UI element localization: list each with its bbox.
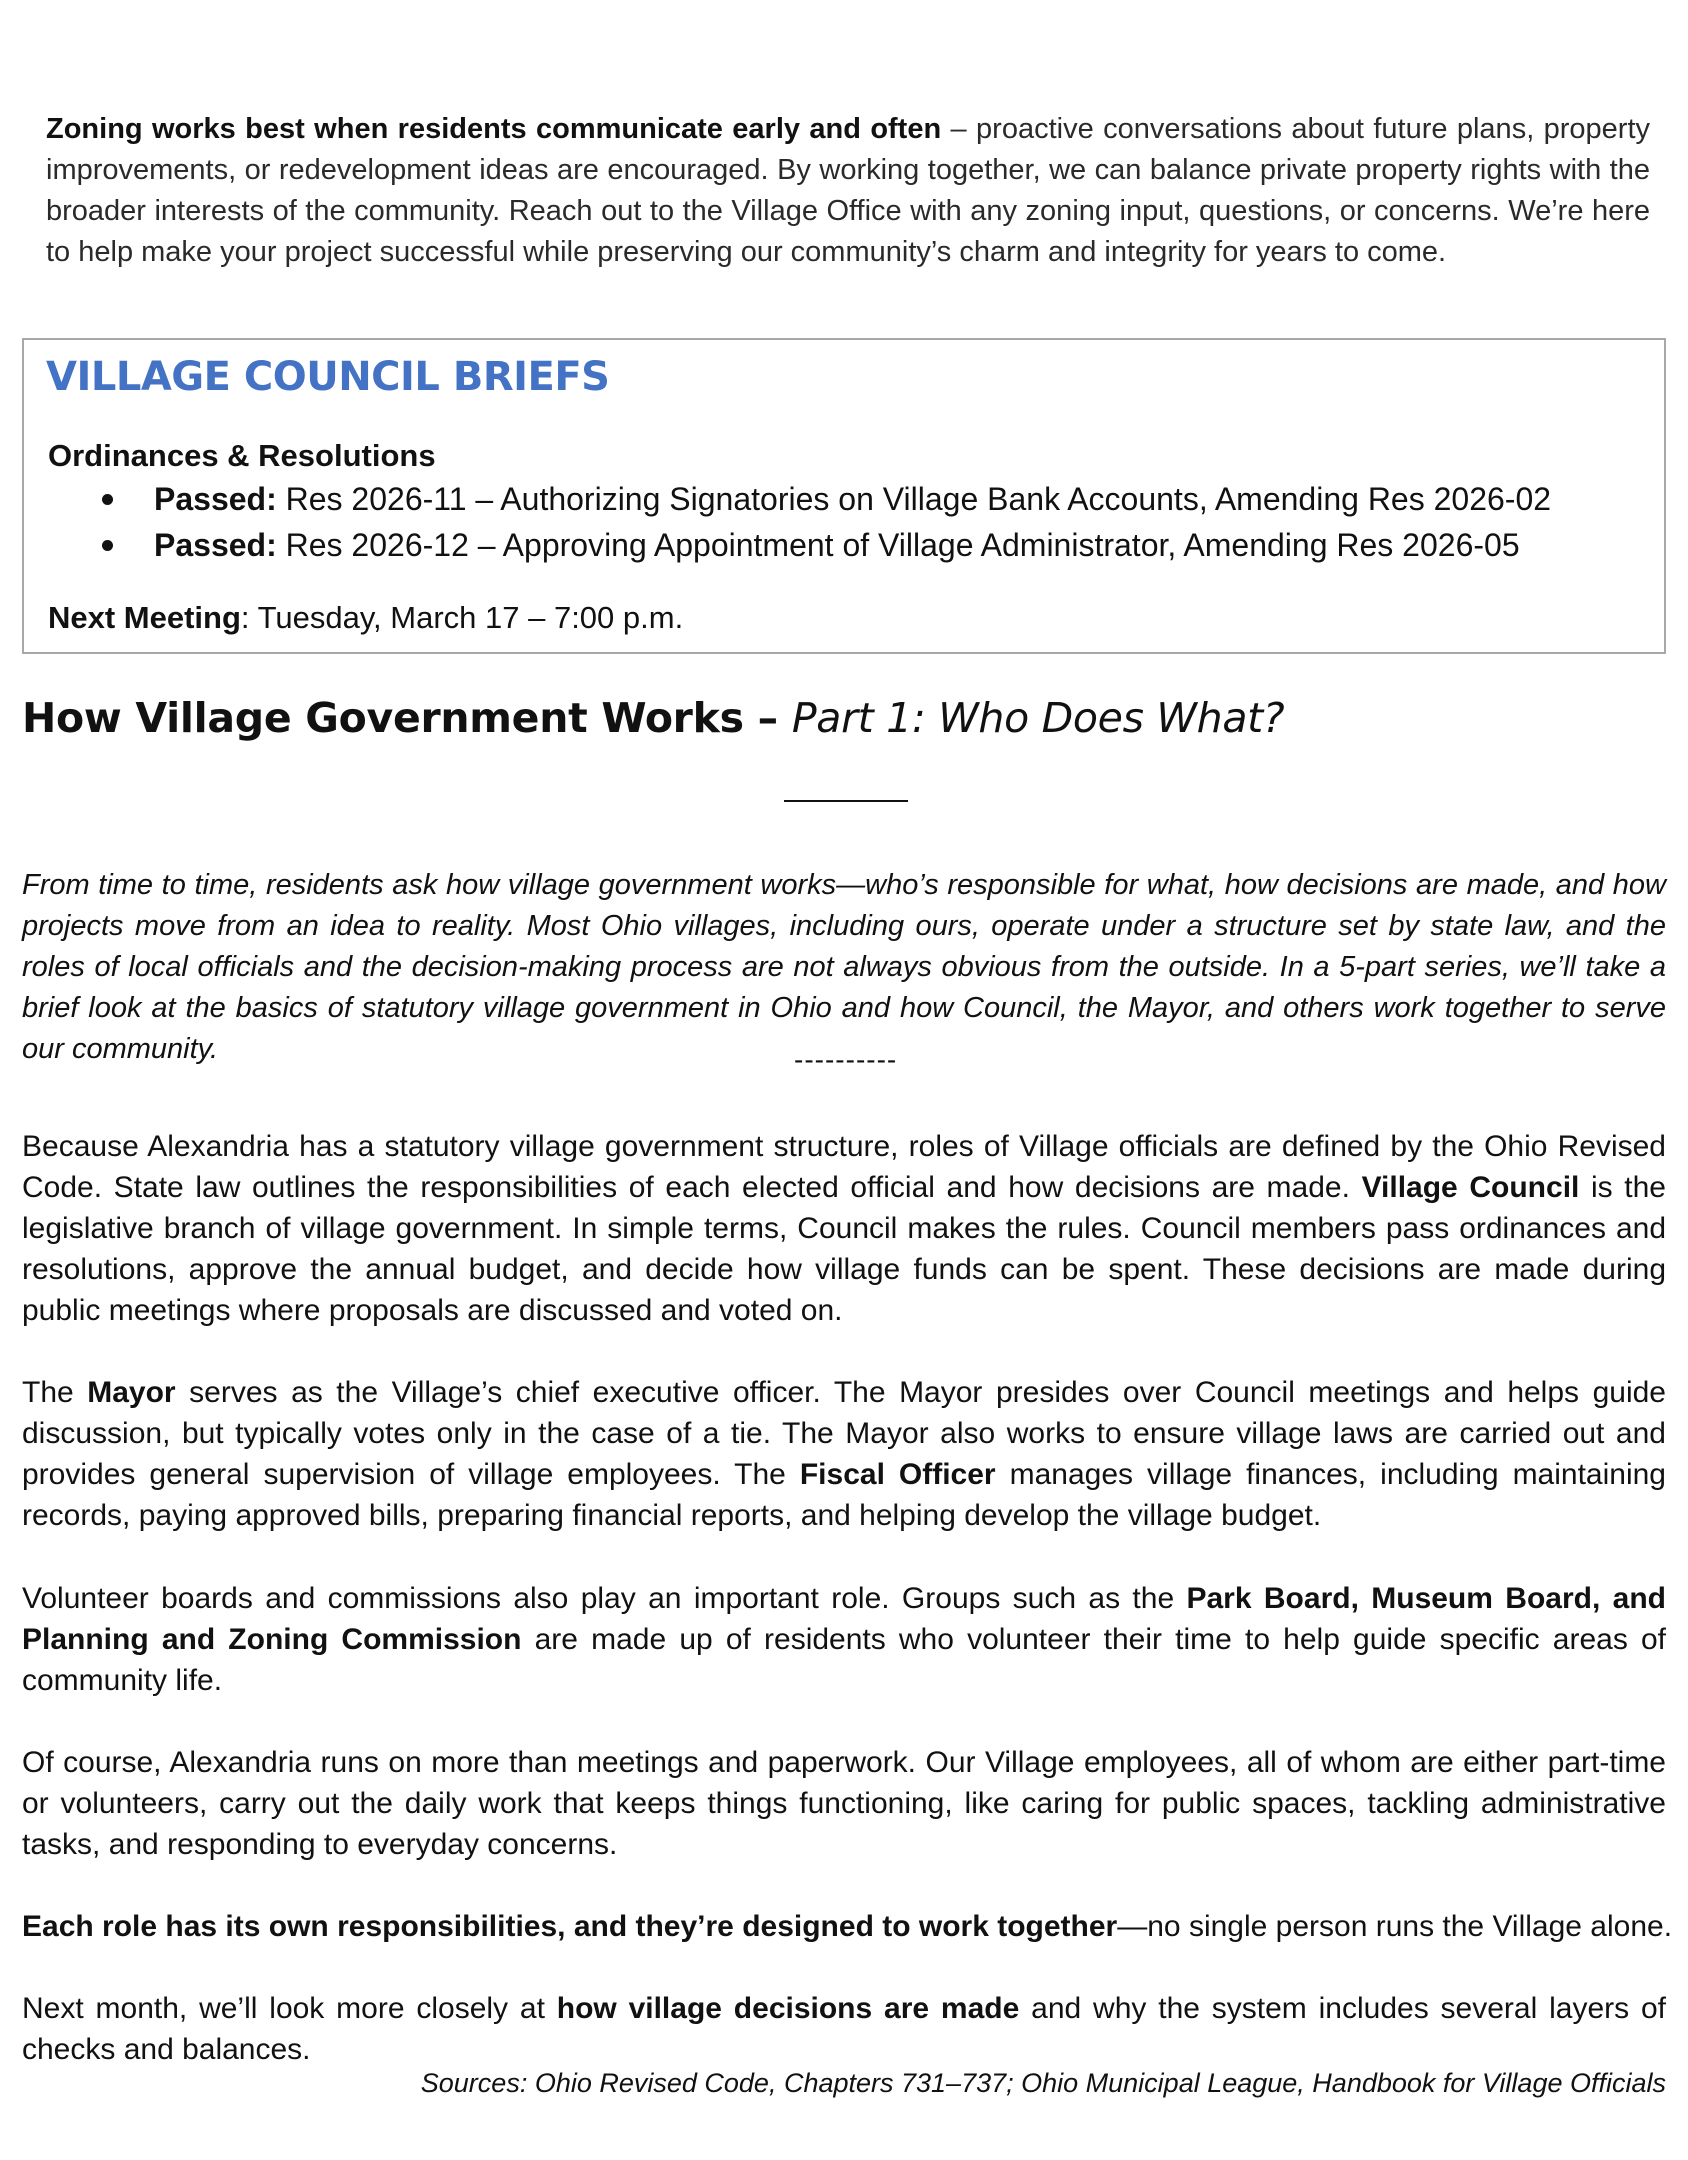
list-item (48, 522, 1648, 568)
next-meeting (48, 600, 683, 636)
paragraph-mayor (22, 1372, 1666, 1536)
text-run: —no single person runs the Village alone. (1117, 1910, 1673, 1943)
ordinances-heading: Ordinances & Resolutions (48, 438, 436, 473)
paragraph-roles (22, 1906, 1673, 1947)
bold-term: Fiscal Officer (799, 1458, 996, 1491)
text-run: are made up of residents who volunteer their time to help guide specific areas of community life. (22, 1623, 1666, 1697)
village-council-briefs-box (22, 338, 1666, 654)
article-title-sub: Part 1: Who Does What? (791, 694, 1285, 742)
dash-separator: ---------- (794, 1044, 898, 1075)
list-item (48, 476, 1648, 522)
text-run: Volunteer boards and commissions also play an important role. Groups such as the (22, 1582, 1187, 1615)
resolution-status: Passed: (154, 527, 277, 563)
article-title-separator: – (743, 694, 792, 742)
bold-term: Park Board, Museum Board, and Planning and Zoning Commission (22, 1582, 1666, 1656)
paragraph-next-month (22, 1988, 1666, 2070)
text-run: The (22, 1376, 88, 1409)
short-divider (784, 800, 908, 802)
briefs-title: VILLAGE COUNCIL BRIEFS (46, 354, 610, 400)
article-title (22, 694, 1662, 742)
resolution-text: Res 2026-11 – Authorizing Signatories on Village Bank Accounts, Amending Res 2026-02 (276, 481, 1552, 517)
resolution-text: Res 2026-12 – Approving Appointment of Village Administrator, Amending Res 2026-05 (276, 527, 1520, 563)
bold-term: Each role has its own responsibilities, and they’re designed to work together (22, 1910, 1118, 1943)
resolutions-list (48, 476, 1648, 568)
zoning-paragraph (46, 109, 1650, 273)
sources-citation: Sources: Ohio Revised Code, Chapters 731–737; Ohio Municipal League, Handbook for Village Officials (420, 2068, 1666, 2098)
next-meeting-value: : Tuesday, March 17 – 7:00 p.m. (240, 600, 684, 635)
article-intro: From time to time, residents ask how village government works—who’s responsible for what, how decisions are made, and how projects move from an idea to reality. Most Ohio villages, including ours, operate under a structure set by state law, and the roles of local officials and the decision-making process are not always obvious from the outside. In a 5-part series, we’ll take a brief look at the basics of statutory village government in Ohio and how Council, the Mayor, and others work together to serve our community. (22, 869, 1666, 1065)
bold-term: Village Council (1361, 1171, 1580, 1204)
text-run: is the legislative branch of village government. In simple terms, Council makes the rules. Council members pass ordinances and resolutions, approve the annual budget, and decide how village funds can be spent. These decisions are made during public meetings where proposals are discussed and voted on. (22, 1171, 1666, 1327)
paragraph-council (22, 1126, 1666, 1331)
text-run: and why the system includes several layers of checks and balances. (22, 1992, 1666, 2066)
text-run: Next month, we’ll look more closely at (22, 1992, 557, 2025)
zoning-body: – proactive conversations about future plans, property improvements, or redevelopment ideas are encouraged. By working together, we can balance private property rights with the broader interests of the community. Reach out to the Village Office with any zoning input, questions, or concerns. We’re here to help make your project successful while preserving our community’s charm and integrity for years to come. (46, 113, 1650, 268)
text-run: manages village finances, including maintaining records, paying approved bills, preparing financial reports, and helping develop the village budget. (22, 1458, 1666, 1532)
bullet-icon (102, 494, 113, 505)
paragraph-boards (22, 1578, 1666, 1701)
article-title-main: How Village Government Works (22, 694, 744, 742)
zoning-lead: Zoning works best when residents communicate early and often (46, 113, 942, 145)
bold-term: how village decisions are made (556, 1992, 1020, 2025)
resolution-status: Passed: (154, 481, 277, 517)
bullet-icon (102, 540, 113, 551)
paragraph-employees: Of course, Alexandria runs on more than meetings and paperwork. Our Village employees, all of whom are either part-time or volunteers, carry out the daily work that keeps things functioning, like caring for public spaces, tackling administrative tasks, and responding to everyday concerns. (22, 1746, 1666, 1861)
next-meeting-label: Next Meeting (48, 600, 241, 635)
bold-term: Mayor (87, 1376, 176, 1409)
text-run: serves as the Village’s chief executive officer. The Mayor presides over Council meetings and helps guide discussion, but typically votes only in the case of a tie. The Mayor also works to ensure village laws are carried out and provides general supervision of village employees. The (22, 1376, 1666, 1491)
text-run: Because Alexandria has a statutory village government structure, roles of Village officials are defined by the Ohio Revised Code. State law outlines the responsibilities of each elected official and how decisions are made. (22, 1130, 1666, 1204)
